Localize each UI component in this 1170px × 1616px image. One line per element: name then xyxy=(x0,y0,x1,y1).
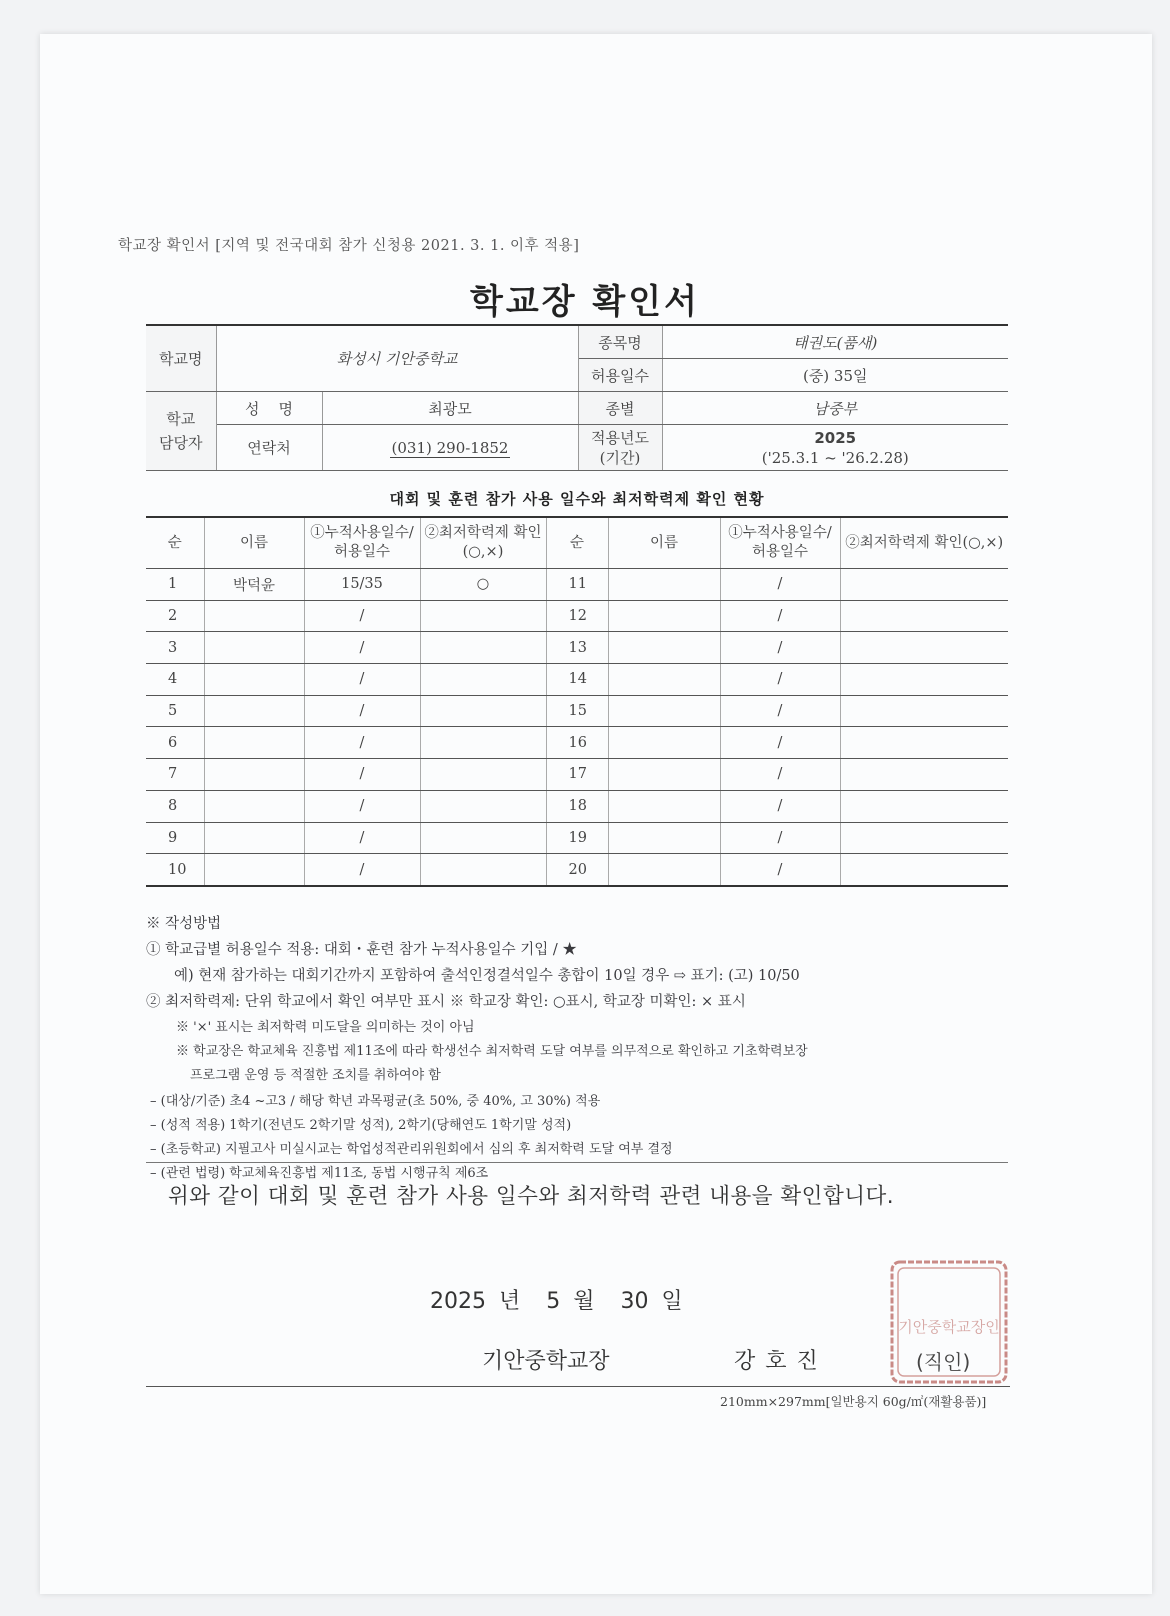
row-check xyxy=(420,854,546,886)
row-check xyxy=(420,632,546,664)
row-name xyxy=(204,822,304,854)
row-no: 20 xyxy=(546,854,608,886)
school-name-label: 학교명 xyxy=(146,325,216,392)
seal-glyphs: 기안중학교장인 xyxy=(898,1318,1000,1336)
seal-mark: (직인) xyxy=(916,1350,971,1374)
principal-name: 강호진 xyxy=(734,1349,828,1374)
row-check xyxy=(840,569,1008,601)
row-days: / xyxy=(304,854,420,886)
row-days: / xyxy=(304,600,420,632)
row-check xyxy=(420,759,546,791)
table-row xyxy=(146,790,1008,822)
row-days: / xyxy=(720,790,840,822)
row-check xyxy=(840,727,1008,759)
row-name xyxy=(608,854,720,886)
table-row xyxy=(146,822,1008,854)
row-name xyxy=(608,600,720,632)
row-no: 9 xyxy=(146,822,204,854)
name-value: 최광모 xyxy=(322,392,578,425)
row-check xyxy=(420,664,546,696)
row-no: 5 xyxy=(146,695,204,727)
divider xyxy=(146,1162,1008,1163)
row-name: 박덕윤 xyxy=(204,569,304,601)
row-name xyxy=(204,759,304,791)
row-no: 19 xyxy=(546,822,608,854)
row-no: 12 xyxy=(546,600,608,632)
row-name xyxy=(204,727,304,759)
row-check xyxy=(420,600,546,632)
row-days: / xyxy=(720,600,840,632)
paper-spec: 210mm×297mm[일반용지 60g/㎡(재활용품)] xyxy=(720,1394,987,1409)
row-days: / xyxy=(720,664,840,696)
row-check xyxy=(840,759,1008,791)
row-days: / xyxy=(720,759,840,791)
row-days: 15/35 xyxy=(304,569,420,601)
row-days: / xyxy=(720,822,840,854)
header-check-left: ②최저학력제 확인(○,×) xyxy=(420,517,546,569)
note-1-example: 예) 현재 참가하는 대회기간까지 포함하여 출석인정결석일수 총합이 10일 경우 ⇨ 표기: (고) 10/50 xyxy=(174,968,800,984)
table-row xyxy=(146,695,1008,727)
detail-3: – (초등학교) 지필고사 미실시교는 학업성적관리위원회에서 심의 후 최저학력 도달 여부 결정 xyxy=(150,1142,673,1157)
note-2-b2: 프로그램 운영 등 적절한 조치를 취하여야 함 xyxy=(190,1068,441,1083)
manager-label xyxy=(146,392,216,471)
year-label-text: 적용년도 (기간) xyxy=(591,428,649,467)
note-1: ① 학교급별 허용일수 적용: 대회・훈련 참가 누적사용일수 기입 / ★ xyxy=(146,942,577,958)
bottom-rule xyxy=(146,1386,1010,1387)
header-name-right: 이름 xyxy=(608,517,720,569)
row-no: 3 xyxy=(146,632,204,664)
row-name xyxy=(608,632,720,664)
document-title: 학교장 확인서 xyxy=(470,282,700,322)
table-row xyxy=(146,632,1008,664)
row-check xyxy=(420,695,546,727)
row-check xyxy=(420,790,546,822)
table-row xyxy=(146,569,1008,601)
event-label: 종목명 xyxy=(578,325,662,359)
row-no: 4 xyxy=(146,664,204,696)
row-no: 1 xyxy=(146,569,204,601)
row-no: 17 xyxy=(546,759,608,791)
participation-table xyxy=(146,516,1008,887)
row-name xyxy=(608,569,720,601)
row-no: 13 xyxy=(546,632,608,664)
manager-label-text: 학교 담당자 xyxy=(159,410,203,452)
table-row xyxy=(146,759,1008,791)
row-days: / xyxy=(304,727,420,759)
row-no: 11 xyxy=(546,569,608,601)
row-days: / xyxy=(720,854,840,886)
table-row xyxy=(146,854,1008,886)
category-label: 종별 xyxy=(578,392,662,425)
header-name-left: 이름 xyxy=(204,517,304,569)
row-no: 7 xyxy=(146,759,204,791)
detail-2: – (성적 적용) 1학기(전년도 2학기말 성적), 2학기(당해연도 1학기말 성적) xyxy=(150,1118,572,1133)
row-check xyxy=(420,822,546,854)
row-name xyxy=(204,600,304,632)
header-no-right: 순 xyxy=(546,517,608,569)
year-label xyxy=(578,425,662,471)
school-principal-title: 기안중학교장 xyxy=(482,1349,610,1374)
row-check xyxy=(840,790,1008,822)
row-no: 14 xyxy=(546,664,608,696)
row-name xyxy=(204,664,304,696)
table-row xyxy=(146,600,1008,632)
row-name xyxy=(204,854,304,886)
row-name xyxy=(204,632,304,664)
note-2-a: ※ '×' 표시는 최저학력 미도달을 의미하는 것이 아님 xyxy=(176,1020,475,1035)
row-days: / xyxy=(304,632,420,664)
event-value: 태권도(품새) xyxy=(662,325,1008,359)
row-days: / xyxy=(304,664,420,696)
allowed-days-value: (중) 35일 xyxy=(662,359,1008,392)
row-check: ○ xyxy=(420,569,546,601)
row-days: / xyxy=(720,569,840,601)
issue-date: 2025 년 5 월 30 일 xyxy=(430,1289,683,1314)
row-days: / xyxy=(720,632,840,664)
period: ('25.3.1 ~ '26.2.28) xyxy=(761,448,909,467)
table-row xyxy=(146,664,1008,696)
row-no: 6 xyxy=(146,727,204,759)
row-no: 18 xyxy=(546,790,608,822)
row-check xyxy=(420,727,546,759)
row-no: 2 xyxy=(146,600,204,632)
note-2-b: ※ 학교장은 학교체육 진흥법 제11조에 따라 학생선수 최저학력 도달 여부를 의무적으로 확인하고 기초학력보장 xyxy=(176,1044,808,1059)
contact-number: (031) 290-1852 xyxy=(391,438,509,457)
row-name xyxy=(608,695,720,727)
header-note: 학교장 확인서 [지역 및 전국대회 참가 신청용 2021. 3. 1. 이후 적용] xyxy=(118,238,580,254)
row-check xyxy=(840,664,1008,696)
row-name xyxy=(608,759,720,791)
row-no: 8 xyxy=(146,790,204,822)
detail-1: – (대상/기준) 초4 ~고3 / 해당 학년 과목평균(초 50%, 중 40%, 고 30%) 적용 xyxy=(150,1094,601,1109)
notes-heading: ※ 작성방법 xyxy=(146,916,222,932)
row-name xyxy=(608,727,720,759)
row-days: / xyxy=(304,759,420,791)
contact-value xyxy=(322,425,578,471)
row-name xyxy=(608,790,720,822)
contact-label: 연락처 xyxy=(216,425,322,471)
school-name-value: 화성시 기안중학교 xyxy=(216,325,578,392)
allowed-days-label: 허용일수 xyxy=(578,359,662,392)
row-days: / xyxy=(720,695,840,727)
row-name xyxy=(608,822,720,854)
row-days: / xyxy=(304,822,420,854)
row-name xyxy=(204,695,304,727)
header-no-left: 순 xyxy=(146,517,204,569)
header-days-left: ①누적사용일수/ 허용일수 xyxy=(304,517,420,569)
row-name xyxy=(608,664,720,696)
name-label: 성 명 xyxy=(216,392,322,425)
category-value: 남중부 xyxy=(662,392,1008,425)
row-check xyxy=(840,632,1008,664)
row-days: / xyxy=(304,790,420,822)
row-check xyxy=(840,600,1008,632)
row-no: 10 xyxy=(146,854,204,886)
confirmation-text: 위와 같이 대회 및 훈련 참가 사용 일수와 최저학력 관련 내용을 확인합니다. xyxy=(168,1184,895,1209)
header-check-right: ②최저학력제 확인(○,×) xyxy=(840,517,1008,569)
note-2: ② 최저학력제: 단위 학교에서 확인 여부만 표시 ※ 학교장 확인: ○표시, 학교장 미확인: × 표시 xyxy=(146,994,746,1010)
row-days: / xyxy=(304,695,420,727)
year: 2025 xyxy=(814,428,857,447)
year-value xyxy=(662,425,1008,471)
row-check xyxy=(840,822,1008,854)
row-no: 15 xyxy=(546,695,608,727)
detail-4: – (관련 법령) 학교체육진흥법 제11조, 동법 시행규칙 제6조 xyxy=(150,1166,489,1181)
row-name xyxy=(204,790,304,822)
info-table xyxy=(146,324,1008,471)
section-title: 대회 및 훈련 참가 사용 일수와 최저학력제 확인 현황 xyxy=(389,490,765,508)
row-days: / xyxy=(720,727,840,759)
row-check xyxy=(840,695,1008,727)
row-no: 16 xyxy=(546,727,608,759)
row-check xyxy=(840,854,1008,886)
header-days-right: ①누적사용일수/ 허용일수 xyxy=(720,517,840,569)
table-row xyxy=(146,727,1008,759)
